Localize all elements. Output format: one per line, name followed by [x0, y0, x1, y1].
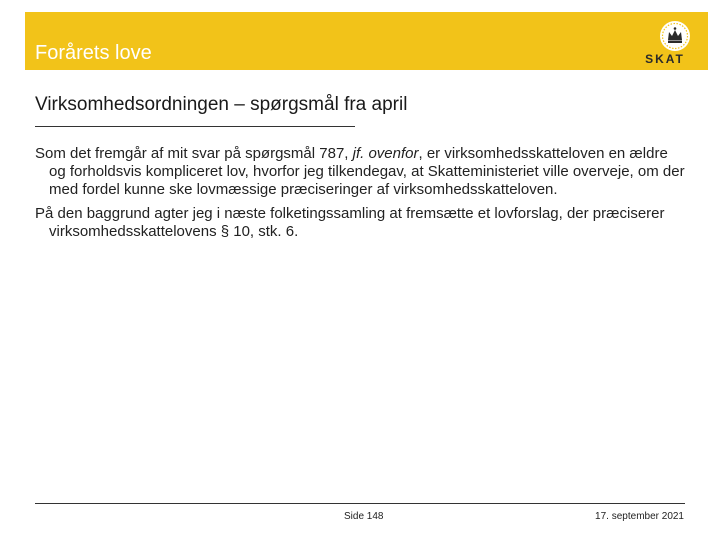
- presentation-title: Forårets love: [35, 42, 152, 64]
- slide-heading: Virksomhedsordningen – spørgsmål fra april: [35, 94, 408, 115]
- crown-crest-icon: [659, 20, 691, 52]
- header-bar: [25, 12, 708, 70]
- paragraph-1: [35, 145, 685, 199]
- heading-divider: [35, 126, 355, 127]
- footer-date: 17. september 2021: [595, 511, 684, 522]
- paragraph-1-text-b: , er virksomhedsskatteloven en ældre og forholdsvis kompliceret lov, hvorfor jeg tilkendegav, at Skatteministeriet ville overveje, om der med fordel kunne ske lovmæssige præciseringer af virksomhedsskatteloven.: [49, 145, 685, 198]
- footer-divider: [35, 503, 685, 504]
- slide-body: [35, 145, 685, 247]
- paragraph-1-reference: jf. ovenfor: [352, 145, 419, 162]
- skat-wordmark: [632, 52, 698, 64]
- paragraph-1-text-a: Som det fremgår af mit svar på spørgsmål 787,: [35, 145, 353, 162]
- paragraph-2: På den baggrund agter jeg i næste folketingssamling at fremsætte et lovforslag, der præciserer virksomhedsskattelovens § 10, stk. 6.: [35, 205, 665, 240]
- skat-logo: [626, 18, 698, 66]
- page-number: Side 148: [344, 511, 384, 522]
- svg-text:SKAT: SKAT: [645, 52, 685, 64]
